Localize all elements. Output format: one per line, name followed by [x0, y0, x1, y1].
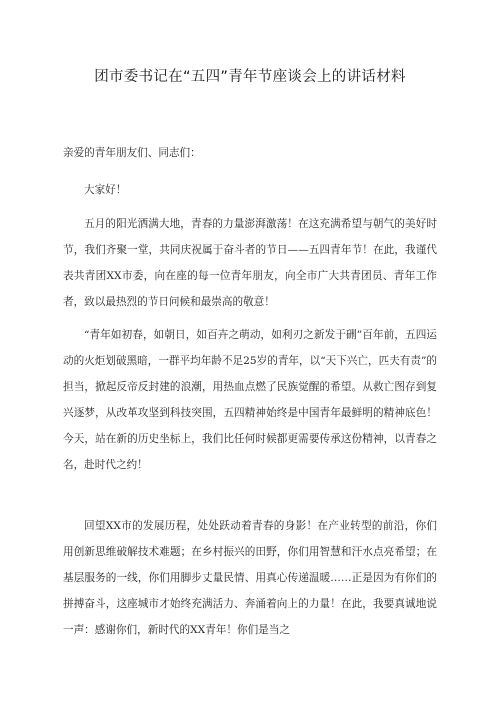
paragraph-3: 回望XX市的发展历程，处处跃动着青春的身影！在产业转型的前沿，你们用创新思维破解技术难题；在乡村振兴的田野，你们用智慧和汗水点亮希望；在基层服务的一线，你们用脚步丈量民情、用真心传递温暖……正是因为有你们的拼搏奋斗，这座城市才始终充满活力、奔涌着向上的力量！在此，我要真诚地说一声：感谢你们，新时代的XX青年！你们是当之 [63, 520, 437, 637]
document-title: 团市委书记在“五四”青年节座谈会上的讲话材料 [94, 69, 406, 85]
paragraph-2: “青年如初春，如朝日，如百卉之萌动，如利刃之新发于硎”百年前，五四运动的火炬划破黑暗，一群平均年龄不足25岁的青年，以“天下兴亡，匹夫有责”的担当，掀起反帝反封建的浪潮，用热血点燃了民族觉醒的希望。从救亡图存到复兴逐梦，从改革攻坚到科技突围，五四精神始终是中国青年最鲜明的精神底色！今天，站在新的历史坐标上，我们比任何时候都更需要传承这份精神，以青春之名，赴时代之约！ [63, 329, 437, 472]
greeting: 大家好！ [84, 184, 127, 196]
salutation: 亲爱的青年朋友们、同志们： [63, 147, 201, 159]
paragraph-1: 五月的阳光洒满大地，青春的力量澎湃激荡！在这充满希望与朝气的美好时节，我们齐聚一堂，共同庆祝属于奋斗者的节日——五四青年节！在此，我谨代表共青团XX市委，向在座的每一位青年朋友，向全市广大共青团员、青年工作者，致以最热烈的节日问候和最崇高的敬意！ [63, 218, 437, 309]
